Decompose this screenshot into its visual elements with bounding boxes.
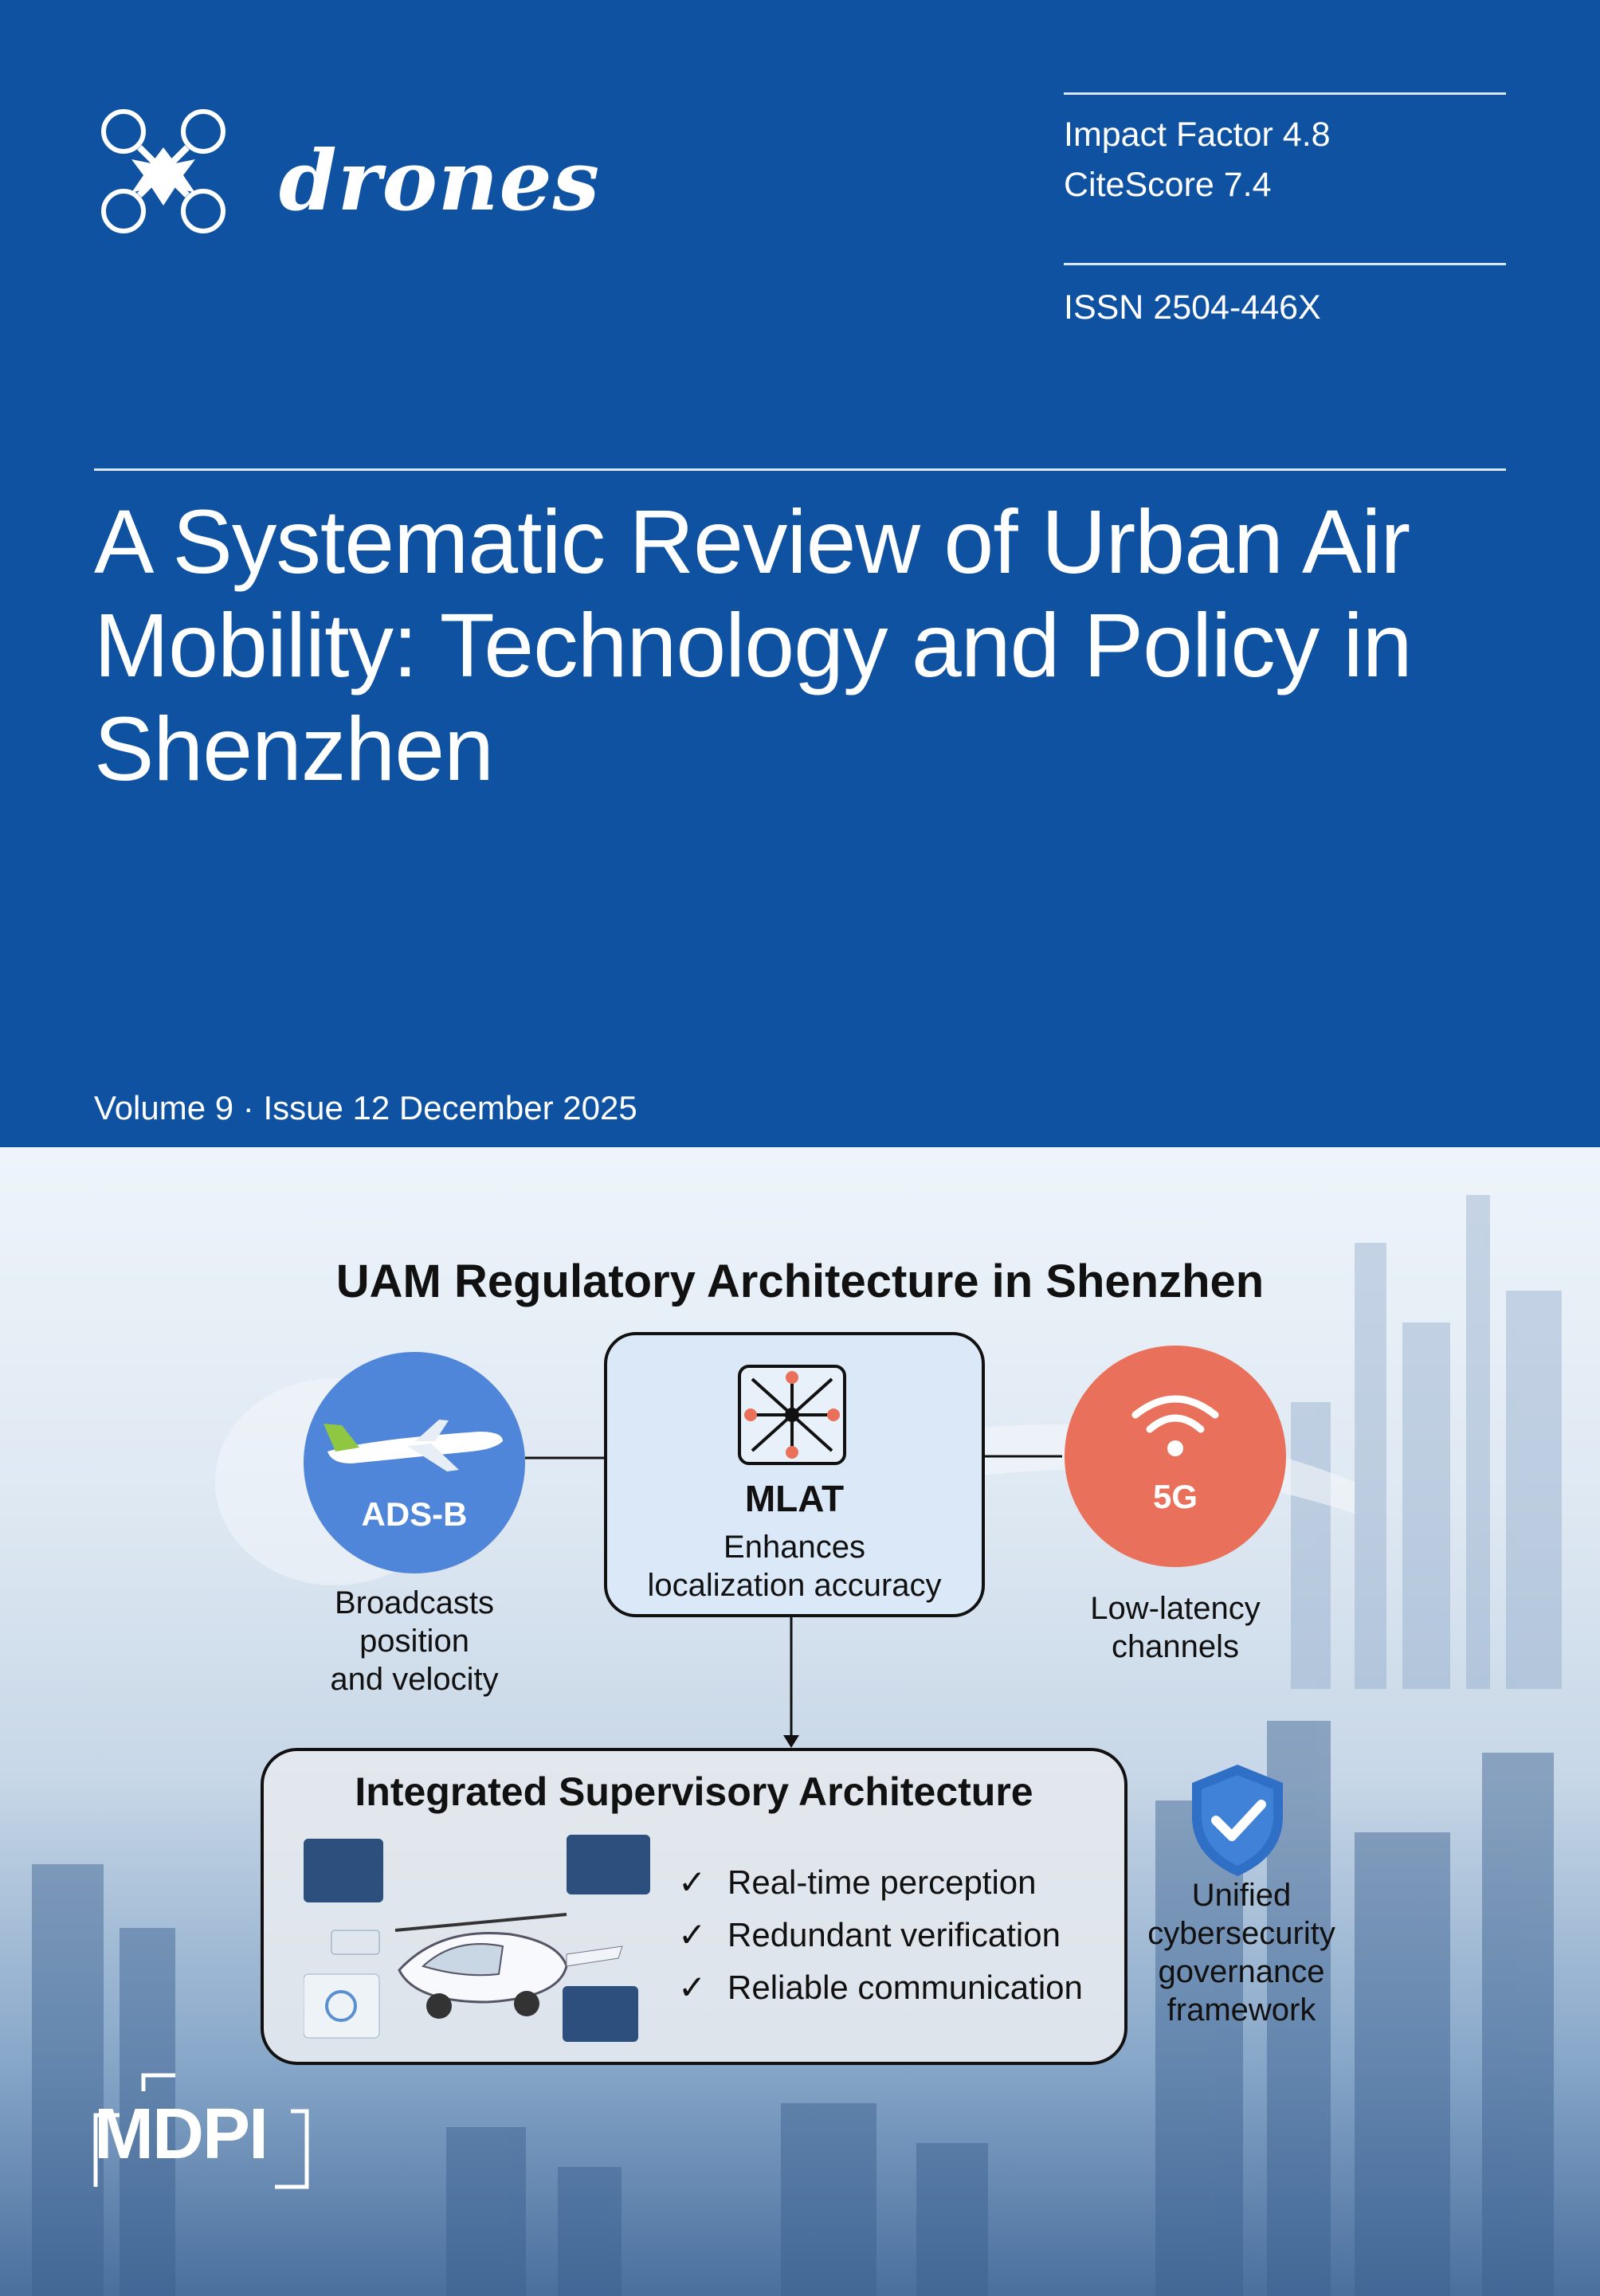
divider (1064, 92, 1506, 95)
mlat-label: MLAT (744, 1478, 845, 1519)
mlat-caption-line: Enhances (724, 1530, 865, 1565)
check-icon: ✓ (678, 1863, 707, 1901)
security-caption-line: governance (1158, 1954, 1325, 1989)
citescore: CiteScore 7.4 (1064, 166, 1272, 204)
publisher-logo: MDPI (94, 2094, 267, 2174)
isa-item (678, 1968, 1083, 2007)
security-caption-line: cybersecurity (1147, 1916, 1335, 1951)
fiveg-node (1065, 1346, 1286, 1567)
drone-logo-icon (96, 104, 231, 247)
fiveg-caption (1033, 1589, 1318, 1666)
aircraft-dashboard-illustration (304, 1835, 654, 2050)
journal-name: drones (279, 131, 601, 229)
cover-header (0, 0, 1600, 1147)
mlat-caption-line: localization accuracy (647, 1568, 942, 1603)
fiveg-caption-line: channels (1111, 1629, 1240, 1664)
shield-check-icon (1186, 1761, 1289, 1880)
adsb-caption-line: position (359, 1624, 469, 1659)
isa-title: Integrated Supervisory Architecture (355, 1769, 1033, 1814)
adsb-caption-line: Broadcasts (334, 1585, 495, 1620)
isa-item-label: Redundant verification (727, 1916, 1061, 1953)
isa-item-label: Real-time perception (727, 1863, 1037, 1901)
wifi-icon (1127, 1389, 1223, 1461)
divider (1064, 263, 1506, 265)
fiveg-caption-line: Low-latency (1090, 1591, 1261, 1626)
adsb-caption-line: and velocity (330, 1662, 499, 1697)
cover-figure (0, 1147, 1600, 2296)
multilateration-icon (736, 1363, 848, 1467)
impact-factor: Impact Factor 4.8 (1064, 116, 1331, 154)
mlat-node (604, 1332, 985, 1617)
fiveg-label: 5G (1152, 1478, 1198, 1515)
security-caption-line: Unified (1191, 1878, 1292, 1913)
security-caption (1122, 1876, 1361, 2029)
isa-item (678, 1915, 1061, 1954)
article-title: A Systematic Review of Urban Air Mobility: Technology and Policy in Shenzhen (94, 492, 1412, 799)
integrated-supervisory-architecture (261, 1748, 1127, 2065)
isa-item (678, 1863, 1037, 1902)
mlat-caption (607, 1528, 982, 1604)
issue-info: Volume 9 · Issue 12 December 2025 (94, 1089, 637, 1126)
title-divider (94, 468, 1506, 471)
issn: ISSN 2504-446X (1064, 288, 1321, 327)
check-icon: ✓ (678, 1916, 707, 1953)
adsb-label: ADS-B (361, 1495, 468, 1533)
security-caption-line: framework (1167, 1992, 1316, 2028)
isa-item-label: Reliable communication (727, 1969, 1083, 2006)
check-icon: ✓ (678, 1969, 707, 2006)
figure-title: UAM Regulatory Architecture in Shenzhen (335, 1256, 1265, 1307)
